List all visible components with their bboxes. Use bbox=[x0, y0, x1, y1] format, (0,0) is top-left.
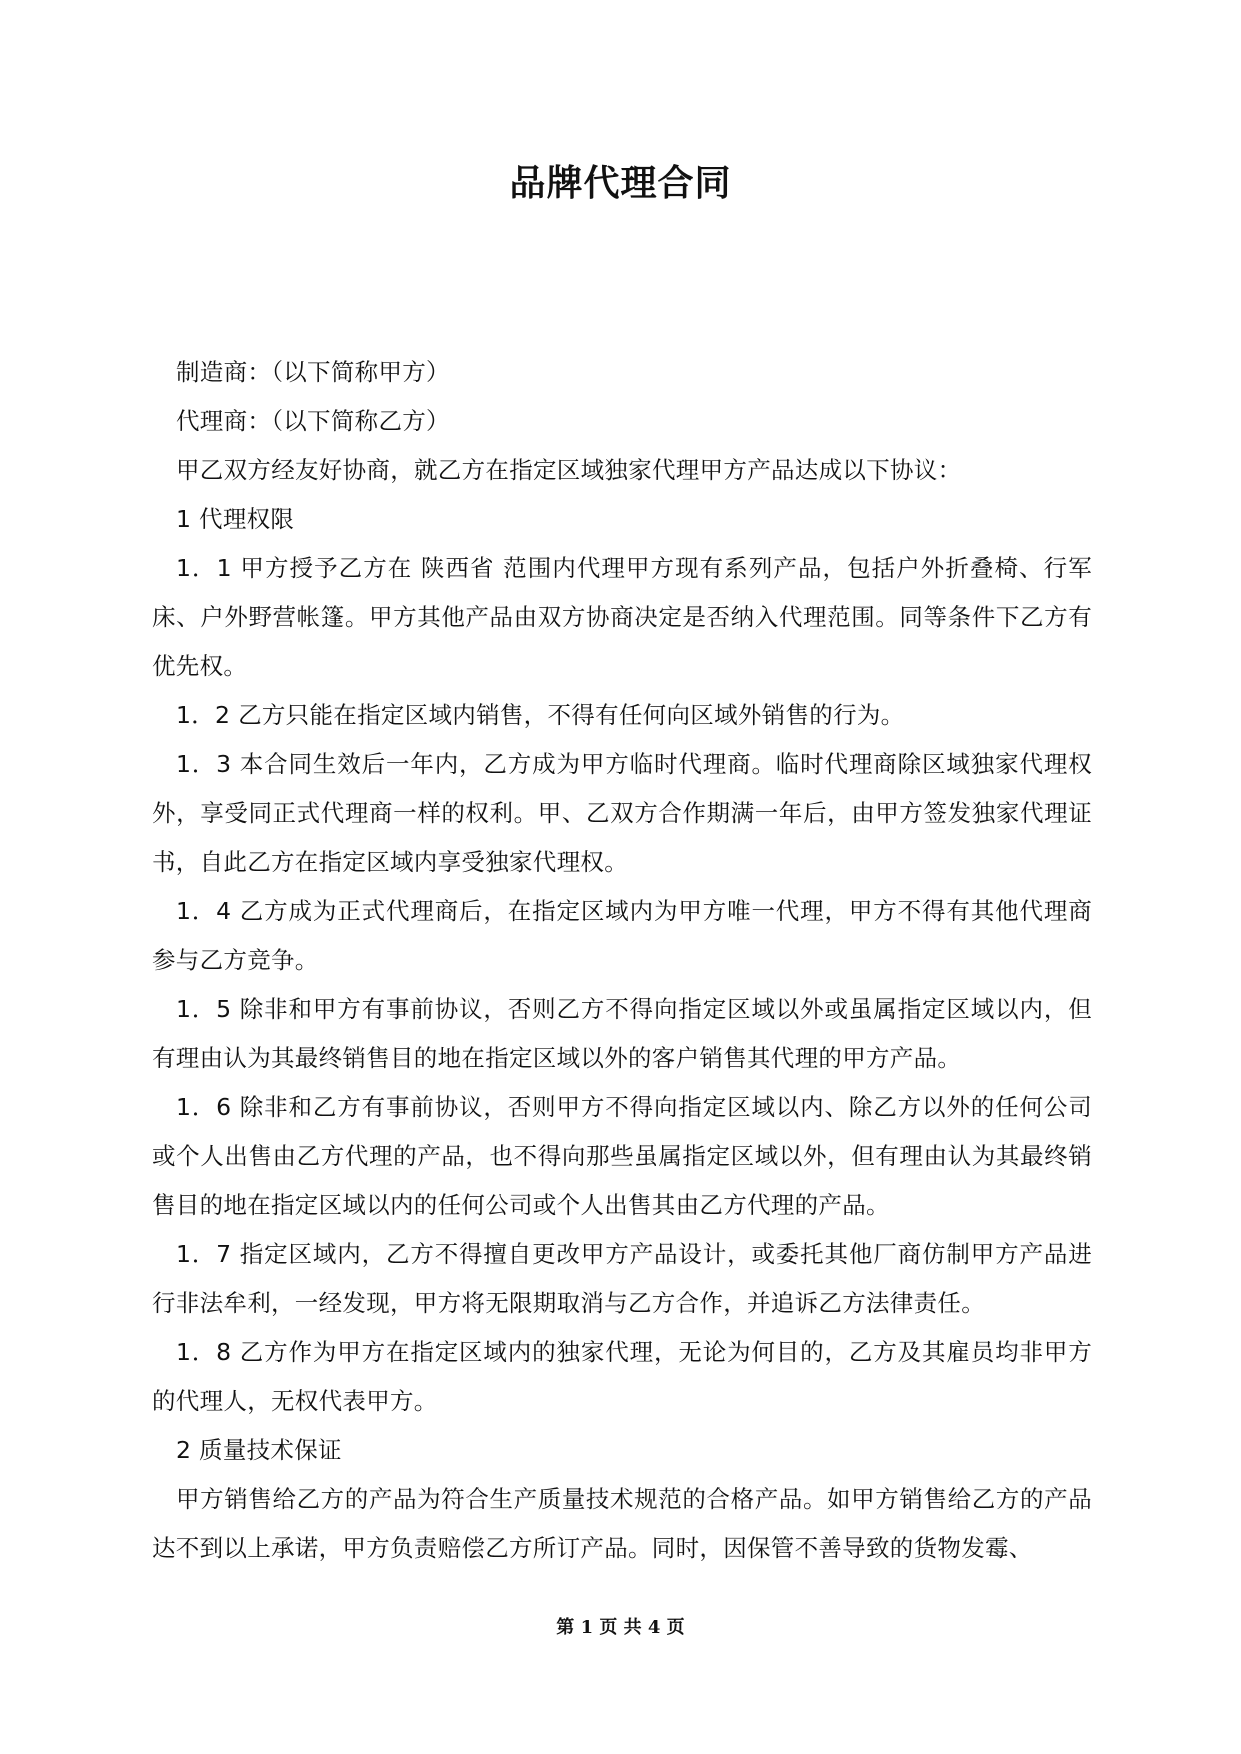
paragraph-manufacturer: 制造商：（以下简称甲方） bbox=[176, 358, 450, 386]
clause-1-5: 1．5 除非和甲方有事前协议，否则乙方不得向指定区域以外或虽属指定区域以内，但有理由认为其最终销售目的地在指定区域以外的客户销售其代理的甲方产品。 bbox=[152, 995, 1092, 1072]
paragraph-agent: 代理商：（以下简称乙方） bbox=[176, 407, 450, 435]
clause-1-8: 1．8 乙方作为甲方在指定区域内的独家代理，无论为何目的，乙方及其雇员均非甲方的代理人，无权代表甲方。 bbox=[152, 1338, 1092, 1415]
paragraph-preamble: 甲乙双方经友好协商，就乙方在指定区域独家代理甲方产品达成以下协议： bbox=[176, 456, 962, 484]
document-body bbox=[152, 348, 1092, 1573]
clause-1-3: 1．3 本合同生效后一年内，乙方成为甲方临时代理商。临时代理商除区域独家代理权外，享受同正式代理商一样的权利。甲、乙双方合作期满一年后，由甲方签发独家代理证书，自此乙方在指定区域内享受独家代理权。 bbox=[152, 750, 1092, 876]
section-heading-2: 2 质量技术保证 bbox=[176, 1436, 342, 1464]
clause-1-1: 1．1 甲方授予乙方在 陕西省 范围内代理甲方现有系列产品，包括户外折叠椅、行军床、户外野营帐篷。甲方其他产品由双方协商决定是否纳入代理范围。同等条件下乙方有优先权。 bbox=[152, 554, 1092, 680]
section-heading-1: 1 代理权限 bbox=[176, 505, 295, 533]
clause-1-4: 1．4 乙方成为正式代理商后，在指定区域内为甲方唯一代理，甲方不得有其他代理商参与乙方竞争。 bbox=[152, 897, 1092, 974]
clause-1-7: 1．7 指定区域内，乙方不得擅自更改甲方产品设计，或委托其他厂商仿制甲方产品进行非法牟利，一经发现，甲方将无限期取消与乙方合作，并追诉乙方法律责任。 bbox=[152, 1240, 1092, 1317]
page-footer: 第 1 页 共 4 页 bbox=[556, 1617, 685, 1638]
clause-1-2: 1．2 乙方只能在指定区域内销售，不得有任何向区域外销售的行为。 bbox=[176, 701, 905, 729]
document-title: 品牌代理合同 bbox=[509, 163, 732, 204]
clause-2-body: 甲方销售给乙方的产品为符合生产质量技术规范的合格产品。如甲方销售给乙方的产品达不到以上承诺，甲方负责赔偿乙方所订产品。同时，因保管不善导致的货物发霉、 bbox=[152, 1485, 1092, 1562]
clause-1-6: 1．6 除非和乙方有事前协议，否则甲方不得向指定区域以内、除乙方以外的任何公司或个人出售由乙方代理的产品，也不得向那些虽属指定区域以外，但有理由认为其最终销售目的地在指定区域以内的任何公司或个人出售其由乙方代理的产品。 bbox=[152, 1093, 1092, 1219]
